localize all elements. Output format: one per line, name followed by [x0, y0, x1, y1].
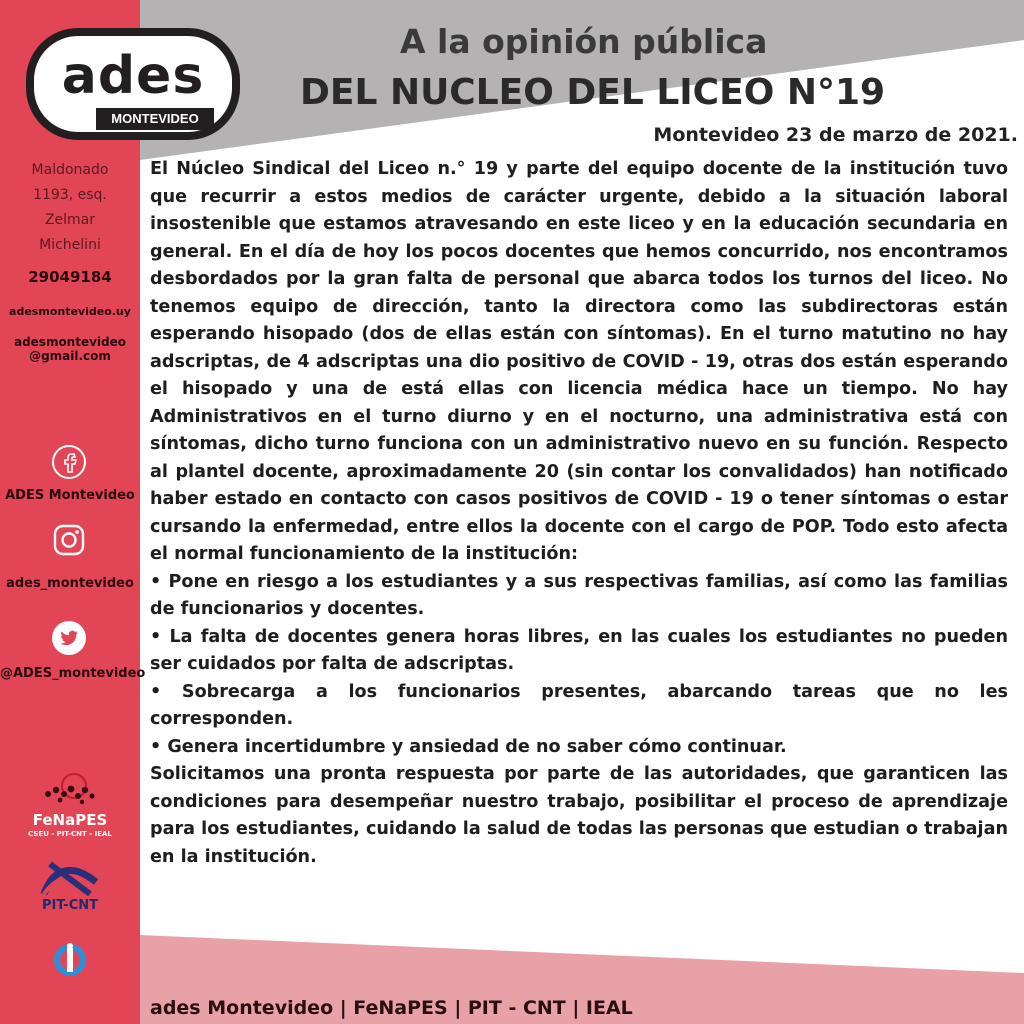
instagram-icon[interactable] [51, 522, 87, 558]
email-link[interactable] [0, 335, 140, 363]
phone-number: 29049184 [28, 268, 112, 286]
address-line: Maldonado [31, 162, 109, 178]
address [0, 158, 140, 258]
pit-cnt-name: PIT-CNT [41, 898, 98, 913]
ieal-logo [50, 940, 90, 980]
fenapes-logo [36, 772, 106, 808]
address-line: Zelmar [44, 212, 96, 228]
logo-wordmark: ades [61, 46, 205, 106]
footer-organizations: ades Montevideo | FeNaPES | PIT - CNT | IEAL [150, 997, 633, 1019]
logo-city: MONTEVIDEO [96, 108, 214, 130]
page-title: A la opinión pública [400, 22, 768, 61]
website-link[interactable]: adesmontevideo.uy [9, 305, 131, 318]
closing-paragraph: Solicitamos una pronta respuesta por parte de las autoridades, que garanticen las condiciones para desempeñar nuestro trabajo, posibilitar el proceso de aprendizaje para los estudiantes, cuidando la salud de todas las personas que estudian o trabajan en la institución. [150, 764, 1008, 867]
bullet-item: • Sobrecarga a los funcionarios presentes, abarcando tareas que no les corresponden. [150, 681, 1008, 729]
address-line: 1193, esq. [33, 187, 107, 203]
instagram-label[interactable]: ades_montevideo [6, 576, 134, 591]
bullet-item: • Pone en riesgo a los estudiantes y a sus respectivas familias, así como las familias de funcionarios y docentes. [150, 571, 1008, 619]
main-paragraph: El Núcleo Sindical del Liceo n.° 19 y parte del equipo docente de la institución tuvo que recurrir a estos medios de carácter urgente, debido a la situación laboral insostenible que estamos atravesando en este liceo y en la educación secundaria en general. En el día de hoy los pocos docentes que hemos concurrido, nos encontramos desbordados por la gran falta de personal que abarca todos los turnos del liceo. No tenemos equipo de dirección, tanto la directora como las subdirectoras están esperando hisopado (dos de ellas están con síntomas). En el turno matutino no hay adscriptas, de 4 adscriptas una dio positivo de COVID - 19, otras dos están esperando el hisopado y una de está ellas con licencia médica hace un tiempo. No hay Administrativos en el turno diurno y en el nocturno, una administrativa está con síntomas, dicho turno funciona con un administrativo nuevo en su función. Respecto al plantel docente, aproximadamente 20 (sin contar los convalidados) han notificado haber estado en contacto con casos positivos de COVID - 19 o tener síntomas o estar cursando la enfermedad, entre ellos la docente con el cargo de POP. Todo esto afecta el normal funcionamiento de la institución: [150, 159, 1008, 564]
pit-cnt-logo [40, 860, 100, 896]
page-subtitle: DEL NUCLEO DEL LICEO N°19 [300, 72, 886, 113]
bullet-item: • Genera incertidumbre y ansiedad de no saber cómo continuar. [150, 736, 787, 757]
email-line: @gmail.com [29, 349, 111, 363]
letter-date: Montevideo 23 de marzo de 2021. [653, 124, 1018, 146]
letter-body [150, 156, 1008, 871]
fenapes-name: FeNaPES [32, 811, 108, 829]
twitter-icon[interactable] [51, 620, 87, 656]
facebook-label[interactable]: ADES Montevideo [5, 488, 135, 503]
ades-logo [26, 28, 240, 140]
facebook-icon[interactable] [51, 444, 87, 480]
twitter-label[interactable]: @ADES_montevideo [0, 666, 146, 681]
bullet-item: • La falta de docentes genera horas libres, en las cuales los estudiantes no pueden ser cuidados por falta de adscriptas. [150, 626, 1008, 674]
fenapes-subtitle: CSEU - PIT-CNT - IEAL [28, 830, 112, 838]
address-line: Michelini [39, 237, 101, 253]
email-line: adesmontevideo [13, 335, 127, 349]
